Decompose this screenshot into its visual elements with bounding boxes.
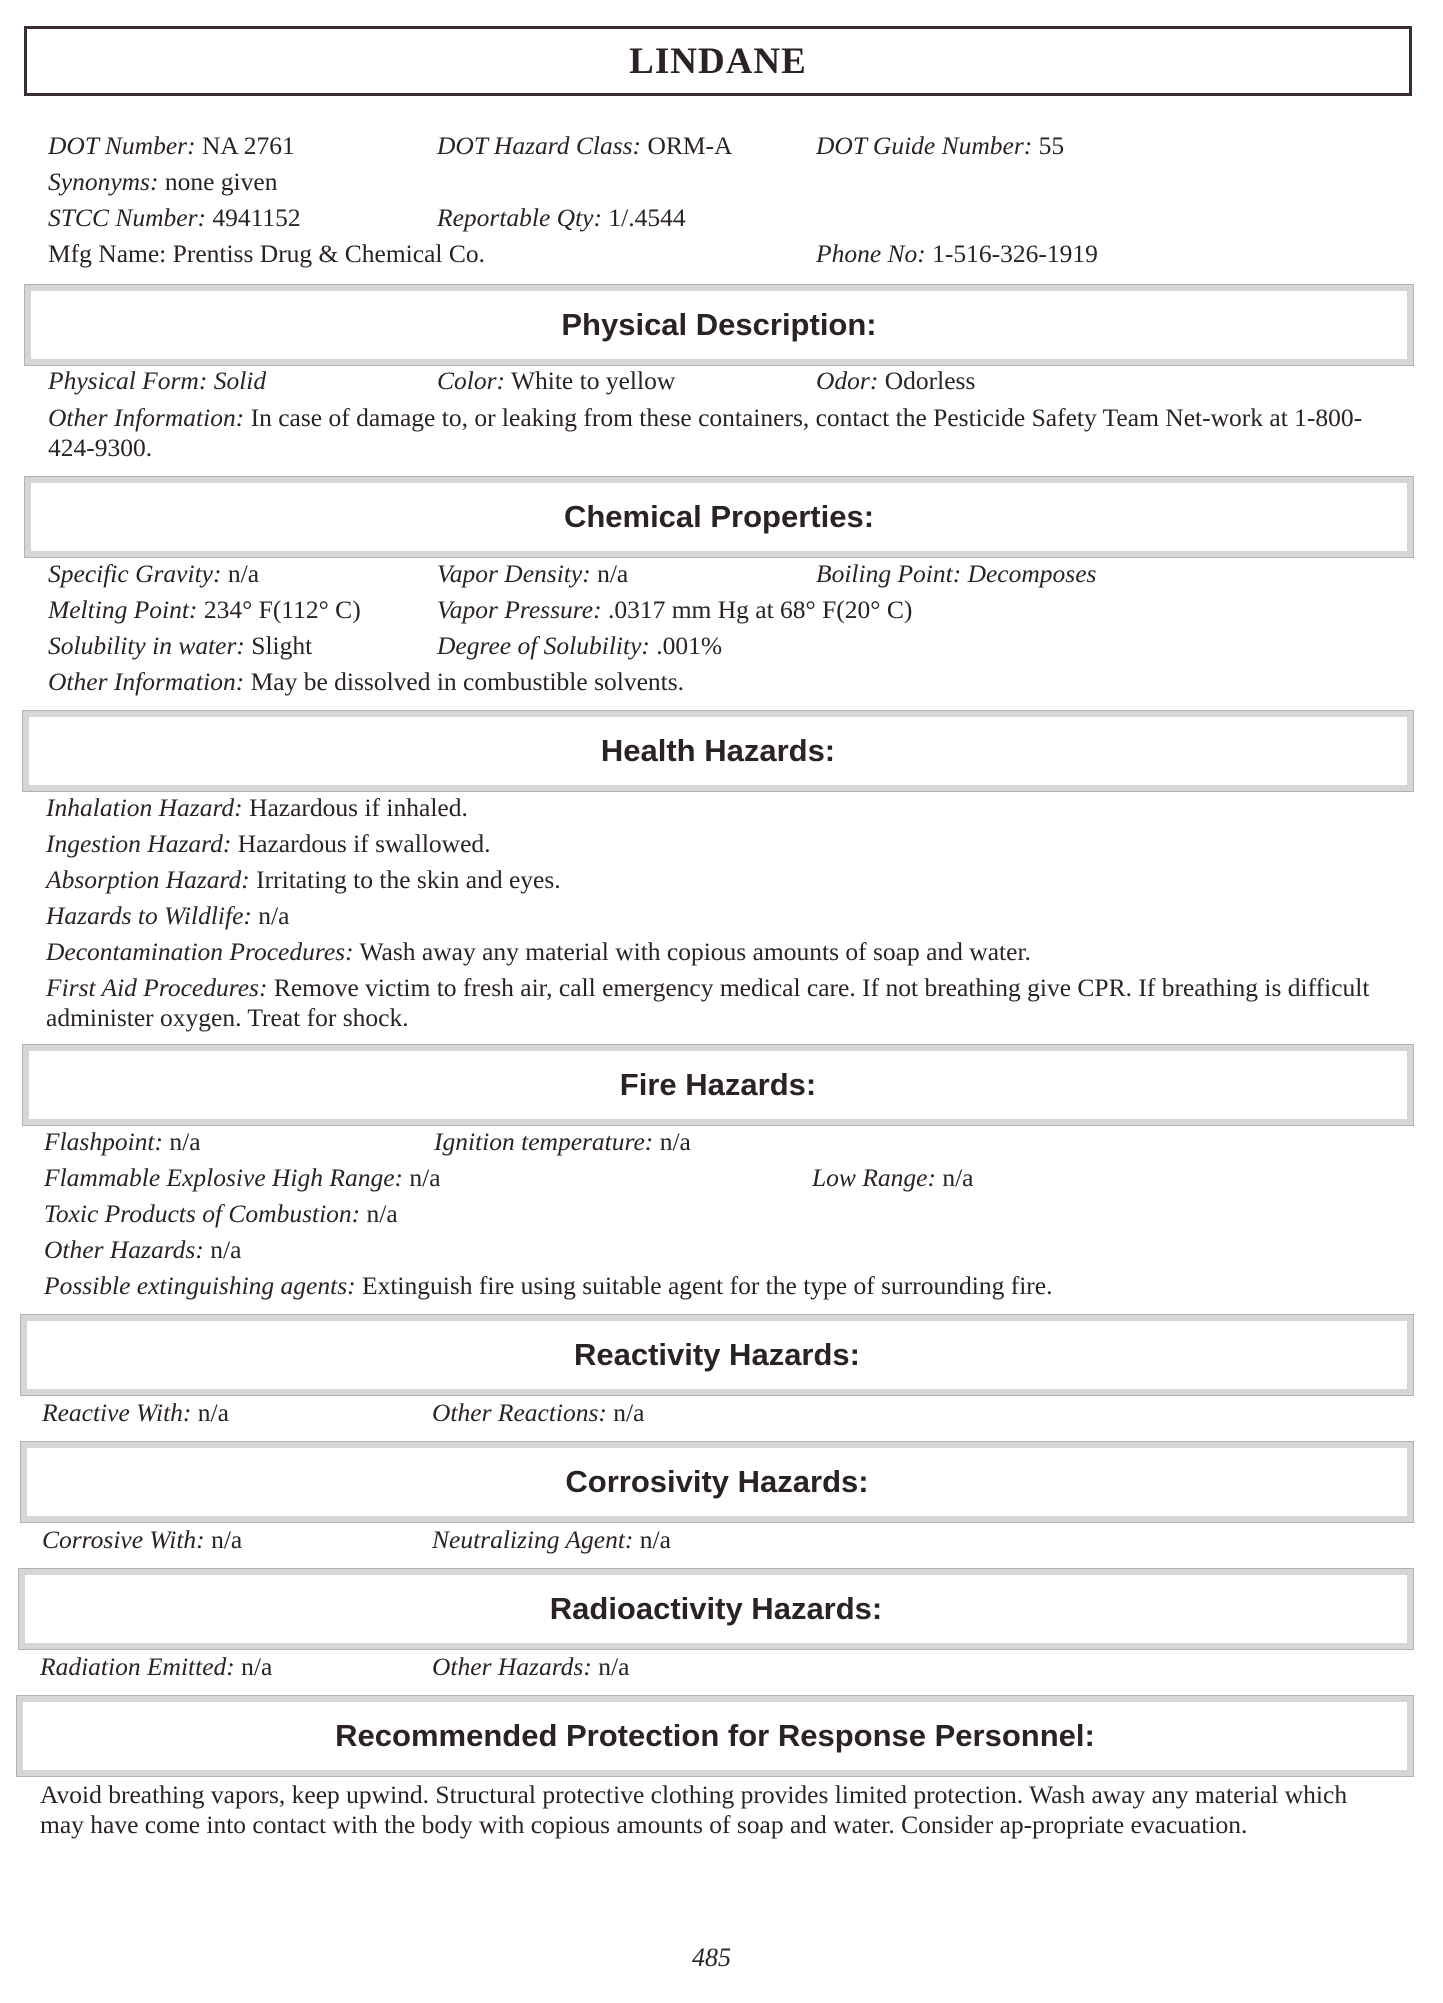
- title-box: [24, 26, 1412, 96]
- physical-form-field: [48, 366, 266, 396]
- section-title: Fire Hazards:: [619, 1067, 817, 1102]
- field-label: Absorption Hazard:: [46, 865, 250, 894]
- field-label: Reportable Qty:: [437, 203, 602, 232]
- page-title: LINDANE: [629, 40, 807, 82]
- field-value: n/a: [942, 1163, 974, 1192]
- section-header-corrosivity: [20, 1441, 1414, 1523]
- field-label: Synonyms:: [48, 167, 159, 196]
- field-label: Neutralizing Agent:: [432, 1525, 634, 1554]
- melting-point-field: [48, 595, 361, 625]
- field-value: May be dissolved in combustible solvents.: [250, 667, 685, 696]
- vapor-pressure-field: [437, 595, 912, 625]
- field-value: n/a: [659, 1127, 691, 1156]
- section-header-chemical: [24, 476, 1414, 558]
- absorption-hazard-field: [46, 865, 561, 895]
- field-value: n/a: [227, 559, 260, 588]
- field-value: Remove victim to fresh air, call emergency medical care. If not breathing give CPR. If breathing is difficult administer oxygen. Treat for shock.: [46, 973, 1370, 1032]
- field-value: Hazardous if inhaled.: [249, 793, 468, 822]
- chemical-other-info: [48, 667, 684, 697]
- field-label: Toxic Products of Combustion:: [44, 1199, 361, 1228]
- field-value: .0317 mm Hg at 68° F(20° C): [607, 595, 913, 624]
- field-label: Hazards to Wildlife:: [46, 901, 252, 930]
- vapor-density-field: [437, 559, 628, 589]
- field-value: Slight: [251, 631, 313, 660]
- field-value: n/a: [169, 1127, 201, 1156]
- field-label: Specific Gravity:: [48, 559, 222, 588]
- field-value: 4941152: [212, 203, 301, 232]
- low-range-field: [812, 1163, 973, 1193]
- protection-text: Avoid breathing vapors, keep upwind. Structural protective clothing provides limited protection. Wash away any material which may have come into contact with the body with copious amounts of soap and water. Consider ap-propriate evacuation.: [40, 1780, 1348, 1839]
- field-label: Other Hazards:: [44, 1235, 204, 1264]
- field-value: n/a: [210, 1235, 242, 1264]
- field-label: Other Hazards:: [432, 1652, 592, 1681]
- field-value: Extinguish fire using suitable agent for the type of surrounding fire.: [362, 1271, 1053, 1300]
- field-label: Reactive With:: [42, 1398, 192, 1427]
- field-value: Decomposes: [967, 559, 1097, 588]
- field-value: In case of damage to, or leaking from these containers, contact the Pesticide Safety Team Net-work at 1-800-424-9300.: [48, 403, 1363, 462]
- field-value: n/a: [613, 1398, 645, 1427]
- guide-number-field: [816, 131, 1064, 161]
- field-label: Mfg Name:: [48, 239, 167, 268]
- odor-field: [816, 366, 975, 396]
- field-value: Odorless: [884, 366, 976, 395]
- specific-gravity-field: [48, 559, 259, 589]
- degree-solubility-field: [437, 631, 722, 661]
- field-label: First Aid Procedures:: [46, 973, 268, 1002]
- field-value: none given: [164, 167, 278, 196]
- field-label: Other Information:: [48, 403, 245, 432]
- physical-other-info: [48, 403, 1368, 463]
- field-value: Solid: [213, 366, 267, 395]
- field-value: NA 2761: [201, 131, 295, 160]
- field-value: 1-516-326-1919: [932, 239, 1098, 268]
- field-label: DOT Guide Number:: [816, 131, 1033, 160]
- field-value: n/a: [366, 1199, 398, 1228]
- wildlife-hazard-field: [46, 901, 289, 931]
- reportable-qty-field: [437, 203, 686, 233]
- field-value: .001%: [656, 631, 723, 660]
- section-title: Corrosivity Hazards:: [565, 1464, 869, 1499]
- field-label: Odor:: [816, 366, 879, 395]
- field-label: Corrosive With:: [42, 1525, 205, 1554]
- flashpoint-field: [44, 1127, 201, 1157]
- field-value: n/a: [597, 559, 629, 588]
- inhalation-hazard-field: [46, 793, 468, 823]
- field-label: Ignition temperature:: [434, 1127, 654, 1156]
- field-value: n/a: [258, 901, 290, 930]
- section-header-physical: [24, 284, 1414, 366]
- field-value: Wash away any material with copious amounts of soap and water.: [359, 937, 1031, 966]
- section-header-protection: [16, 1695, 1414, 1777]
- field-value: ORM-A: [647, 131, 733, 160]
- extinguishing-agents-field: [44, 1271, 1052, 1301]
- section-header-health: [22, 710, 1414, 792]
- field-value: 55: [1038, 131, 1065, 160]
- field-label: Decontamination Procedures:: [46, 937, 354, 966]
- reactive-with-field: [42, 1398, 229, 1428]
- field-value: 234° F(112° C): [203, 595, 361, 624]
- mfg-field: [48, 239, 485, 269]
- ignition-temperature-field: [434, 1127, 691, 1157]
- section-header-fire: [22, 1044, 1414, 1126]
- solubility-field: [48, 631, 312, 661]
- dot-number-field: [48, 131, 295, 161]
- radio-other-hazards-field: [432, 1652, 629, 1682]
- field-label: Ingestion Hazard:: [46, 829, 232, 858]
- other-reactions-field: [432, 1398, 644, 1428]
- synonyms-field: [48, 167, 277, 197]
- field-label: Flashpoint:: [44, 1127, 163, 1156]
- field-label: Color:: [437, 366, 506, 395]
- field-value: n/a: [197, 1398, 229, 1427]
- field-label: Inhalation Hazard:: [46, 793, 243, 822]
- section-title: Recommended Protection for Response Personnel:: [335, 1718, 1095, 1753]
- section-header-reactivity: [20, 1314, 1414, 1396]
- field-label: DOT Number:: [48, 131, 196, 160]
- field-label: Boiling Point:: [816, 559, 962, 588]
- neutralizing-agent-field: [432, 1525, 671, 1555]
- boiling-point-field: [816, 559, 1096, 589]
- field-label: Other Information:: [48, 667, 245, 696]
- field-label: Other Reactions:: [432, 1398, 607, 1427]
- field-label: Vapor Density:: [437, 559, 591, 588]
- field-value: 1/.4544: [608, 203, 686, 232]
- page-number: 485: [692, 1943, 731, 1972]
- decontamination-field: [46, 937, 1031, 967]
- explosive-high-range-field: [44, 1163, 441, 1193]
- phone-field: [816, 239, 1098, 269]
- ingestion-hazard-field: [46, 829, 491, 859]
- field-label: STCC Number:: [48, 203, 206, 232]
- field-label: Physical Form:: [48, 366, 208, 395]
- field-label: Phone No:: [816, 239, 926, 268]
- field-label: DOT Hazard Class:: [437, 131, 642, 160]
- field-value: Irritating to the skin and eyes.: [256, 865, 561, 894]
- section-title: Chemical Properties:: [563, 499, 875, 534]
- fire-other-hazards-field: [44, 1235, 241, 1265]
- toxic-products-field: [44, 1199, 398, 1229]
- section-title: Reactivity Hazards:: [573, 1337, 860, 1372]
- section-header-radioactivity: [18, 1568, 1414, 1650]
- hazard-class-field: [437, 131, 732, 161]
- field-label: Melting Point:: [48, 595, 198, 624]
- field-value: n/a: [211, 1525, 243, 1554]
- corrosive-with-field: [42, 1525, 242, 1555]
- field-label: Flammable Explosive High Range:: [44, 1163, 404, 1192]
- field-value: n/a: [598, 1652, 630, 1681]
- first-aid-field: [46, 973, 1406, 1033]
- field-label: Vapor Pressure:: [437, 595, 602, 624]
- field-value: n/a: [241, 1652, 273, 1681]
- radiation-emitted-field: [40, 1652, 272, 1682]
- field-value: White to yellow: [510, 366, 676, 395]
- field-value: n/a: [409, 1163, 441, 1192]
- field-label: Low Range:: [812, 1163, 936, 1192]
- field-value: Prentiss Drug & Chemical Co.: [172, 239, 485, 268]
- section-title: Radioactivity Hazards:: [549, 1591, 883, 1626]
- section-title: Health Hazards:: [600, 733, 836, 768]
- section-title: Physical Description:: [561, 307, 877, 342]
- field-label: Solubility in water:: [48, 631, 245, 660]
- field-label: Radiation Emitted:: [40, 1652, 235, 1681]
- stcc-field: [48, 203, 301, 233]
- field-value: Hazardous if swallowed.: [237, 829, 491, 858]
- field-value: n/a: [639, 1525, 671, 1554]
- field-label: Degree of Solubility:: [437, 631, 650, 660]
- field-label: Possible extinguishing agents:: [44, 1271, 356, 1300]
- color-field: [437, 366, 675, 396]
